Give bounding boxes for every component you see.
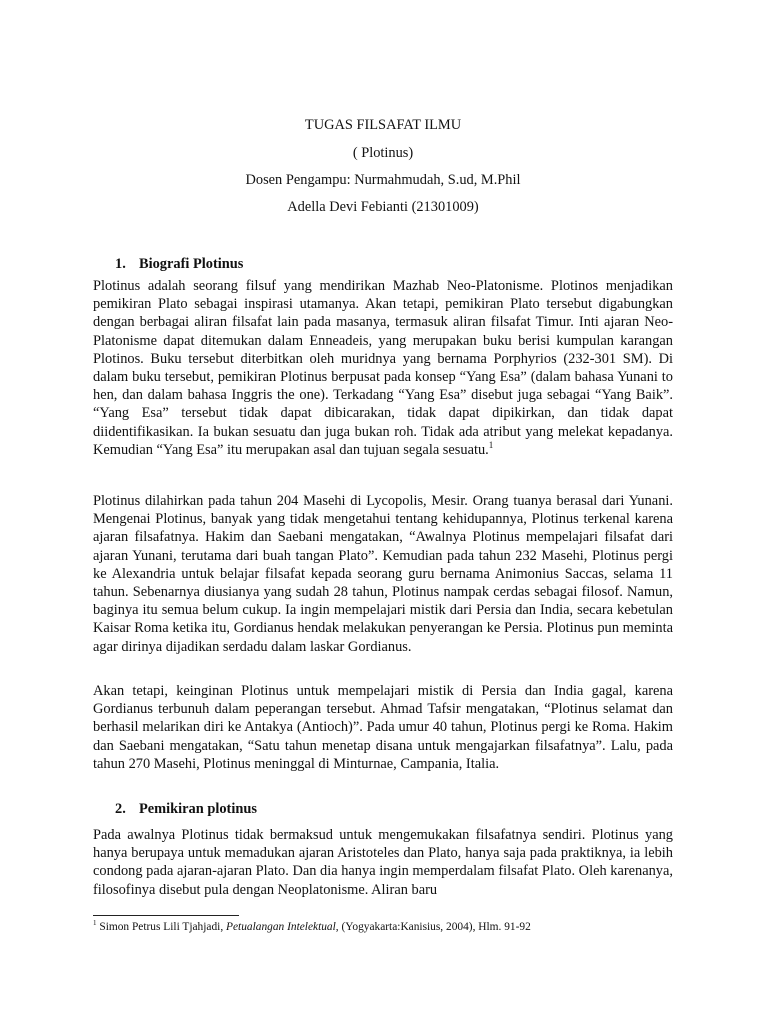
- footnote-book-title: Petualangan Intelektual: [226, 921, 336, 933]
- document-subtitle: ( Plotinus): [352, 145, 414, 161]
- paragraph: [93, 277, 673, 459]
- section-number: 2.: [115, 801, 126, 817]
- paragraph: Pada awalnya Plotinus tidak bermaksud untuk mengemukakan filsafatnya sendiri. Plotinus yang hanya berupaya untuk memadukan ajaran Aristoteles dan Plato, hanya saja pada praktiknya, ia lebih condong pada ajaran-ajaran Plato. Dan dia hanya ingin memperdalam filsafat Plato. Oleh karenanya, filosofinya disebut pula dengan Neoplatonisme. Aliran baru: [93, 827, 673, 898]
- section-title: Biografi Plotinus: [139, 256, 244, 272]
- footnote-reference: 1: [488, 440, 494, 451]
- section-heading-biografi: [115, 255, 243, 273]
- paragraph: Akan tetapi, keinginan Plotinus untuk mempelajari mistik di Persia dan India gagal, karena Gordianus terbunuh dalam peperangan tersebut. Ahmad Tafsir mengatakan, “Plotinus selamat dan berhasil melarikan diri ke Antakya (Antioch)”. Pada umur 40 tahun, Plotinus pergi ke Roma. Hakim dan Saebani mengatakan, “Satu tahun menetap disana untuk mengajarkan filsafatnya”. Lalu, pada tahun 270 Masehi, Plotinus meninggal di Minturnae, Campania, Italia.: [93, 683, 673, 772]
- footnote-author: Simon Petrus Lili Tjahjadi,: [99, 921, 227, 933]
- footnote-publication: , (Yogyakarta:Kanisius, 2004), Hlm. 91-92: [335, 921, 531, 933]
- section-title: Pemikiran plotinus: [139, 801, 257, 817]
- paragraph-text: Plotinus adalah seorang filsuf yang mendirikan Mazhab Neo-Platonisme. Plotinos menjadikan pemikiran Plato sebagai inspirasi utamanya. Akan tetapi, pemikiran Plato tersebut digabungkan dengan berbagai aliran filsafat lain pada masanya, termasuk aliran filsafat Timur. Inti ajaran Neo-Platonisme dapat ditemukan dalam Enneadeis, yang merupakan buku berisi kumpulan karangan Plotinos. Buku tersebut diterbitkan oleh muridnya yang bernama Porphyrios (232-301 SM). Di dalam buku tersebut, pemikiran Plotinus berpusat pada konsep “Yang Esa” (dalam bahasa Yunani to hen, dan dalam bahasa Inggris the one). Terkadang “Yang Esa” disebut juga sebagai “Yang Baik”. “Yang Esa” tersebut tidak dapat dibicarakan, tidak dapat dipikirkan, dan tidak dapat diidentifikasikan. Ia bukan sesuatu dan juga bukan roh. Tidak ada atribut yang melekat kepadanya. Kemudian “Yang Esa” itu merupakan asal dan tujuan segala sesuatu.: [93, 278, 673, 458]
- footnote-separator: [93, 915, 239, 916]
- lecturer-line: Dosen Pengampu: Nurmahmudah, S.ud, M.Phil: [245, 172, 521, 188]
- document-title: TUGAS FILSAFAT ILMU: [304, 117, 462, 133]
- paragraph: Plotinus dilahirkan pada tahun 204 Masehi di Lycopolis, Mesir. Orang tuanya berasal dari Yunani. Mengenai Plotinus, banyak yang tidak mengetahui tentang kehidupannya, Plotinus terkenal karena ajaran filsafatnya. Hakim dan Saebani mengatakan, “Awalnya Plotinus mempelajari filsafat dari ajaran Yunani, terutama dari buah tangan Plato”. Kemudian pada tahun 232 Masehi, Plotinus pergi ke Alexandria untuk belajar filsafat kepada seorang guru bernama Animonius Saccas, selama 11 tahun. Sebenarnya diusianya yang sudah 28 tahun, Plotinus nampak cerdas sebagai filosof. Namun, baginya itu semua belum cukup. Ia ingin mempelajari mistik dari Persia dan India, secara kebetulan Kaisar Roma ketika itu, Gordianus hendak melakukan penyerangan ke Persia. Plotinus pun meminta agar dirinya dijadikan serdadu dalam laskar Gordianus.: [93, 493, 673, 655]
- section-number: 1.: [115, 256, 126, 272]
- footnote: [93, 920, 673, 934]
- author-line: Adella Devi Febianti (21301009): [287, 199, 479, 215]
- section-heading-pemikiran: [115, 800, 257, 818]
- footnote-number: 1: [93, 919, 97, 928]
